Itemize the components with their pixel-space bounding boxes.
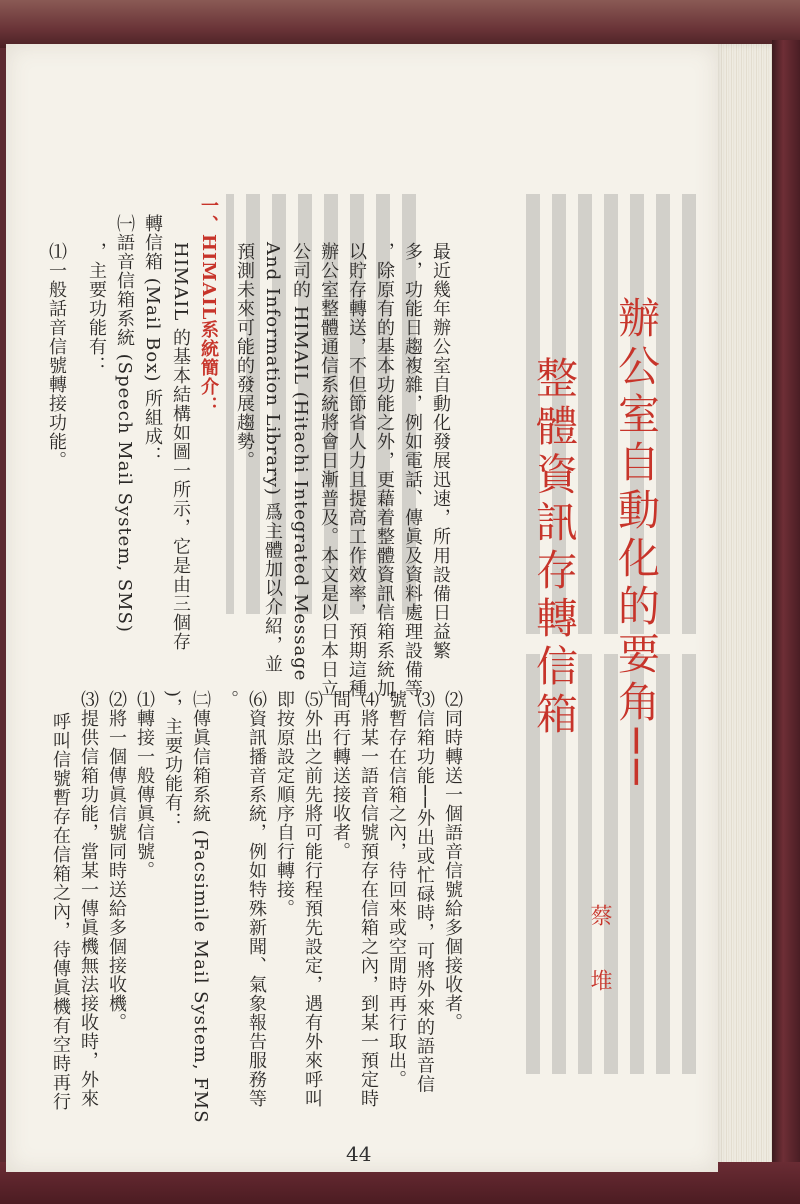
list-item: ⑶信箱功能──外出或忙碌時，可將外來的語音信 — [414, 690, 435, 1094]
body-line: 辦公室整體通信系統將會日漸普及。本文是以日本日立 — [318, 242, 339, 698]
body-line: 。 — [218, 690, 239, 709]
list-item: ⑶提供信箱功能，當某一傳眞機無法接收時，外來 — [78, 690, 99, 1108]
list-item: ⑴轉接一般傳眞信號。 — [134, 690, 155, 880]
body-line: And Information Library) 爲主體加以介紹，並 — [262, 242, 283, 674]
list-item: ⑴一般話音信號轉接功能。 — [46, 242, 67, 470]
article-title-line1: 辦公室自動化的要角── — [612, 296, 661, 791]
body-line: 以貯存轉送，不但節省人力且提高工作效率，預期這種 — [346, 242, 367, 698]
page-number: 44 — [346, 1142, 372, 1166]
body-line: 呼叫信號暫存在信箱之內，待傳眞機有空時再行 — [50, 712, 71, 1111]
section-heading: 一、HIMAIL系統簡介： — [198, 196, 219, 416]
body-line: ，除原有的基本功能之外，更藉着整體資訊信箱系統加 — [374, 242, 395, 698]
body-line: 最近幾年辦公室自動化發展迅速，所用設備日益繁 — [430, 242, 451, 660]
body-line: 多，功能日趨複雜，例如電話、傳眞及資料處理設備等 — [402, 242, 423, 698]
list-item: ⑷將某一語音信號預存在信箱之內，到某一預定時 — [358, 690, 379, 1108]
body-line: HIMAIL 的基本結構如圖一所示，它是由三個存 — [170, 242, 191, 652]
body-line: 即按原設定順序自行轉接。 — [274, 690, 295, 918]
list-item: ⑹資訊播音系統，例如特殊新聞、氣象報告服務等 — [246, 690, 267, 1108]
body-line: ，主要功能有： — [86, 242, 107, 375]
article-title-line2: 整體資訊存轉信箱 — [530, 356, 579, 740]
author-name: 蔡 堆 — [587, 904, 612, 1009]
body-line: 公司的 HIMAIL (Hitachi Integrated Message — [290, 242, 311, 682]
body-line: 轉信箱 (Mail Box) 所組成： — [142, 214, 163, 466]
body-line: 預測未來可能的發展趨勢。 — [234, 242, 255, 470]
body-line: 間再行轉送接收者。 — [330, 690, 351, 861]
body-line: )，主要功能有： — [162, 690, 183, 832]
list-item: ⑵將一個傳眞信號同時送給多個接收機。 — [106, 690, 127, 1032]
list-item: ⑵同時轉送一個語音信號給多個接收者。 — [442, 690, 463, 1032]
book-cover-top — [0, 0, 800, 48]
list-item: ⑸外出之前先將可能行程預先設定，遇有外來呼叫 — [302, 690, 323, 1108]
book-cover-edge — [772, 40, 800, 1180]
body-line: ㈡傳眞信箱系統 (Facsimile Mail System, FMS — [190, 690, 211, 1124]
book-page — [6, 44, 718, 1172]
page-stack-edge — [712, 44, 772, 1172]
body-line: 號暫存在信箱之內，待回來或空閒時再行取出。 — [386, 690, 407, 1089]
body-line: ㈠語音信箱系統 (Speech Mail System, SMS) — [114, 214, 135, 633]
